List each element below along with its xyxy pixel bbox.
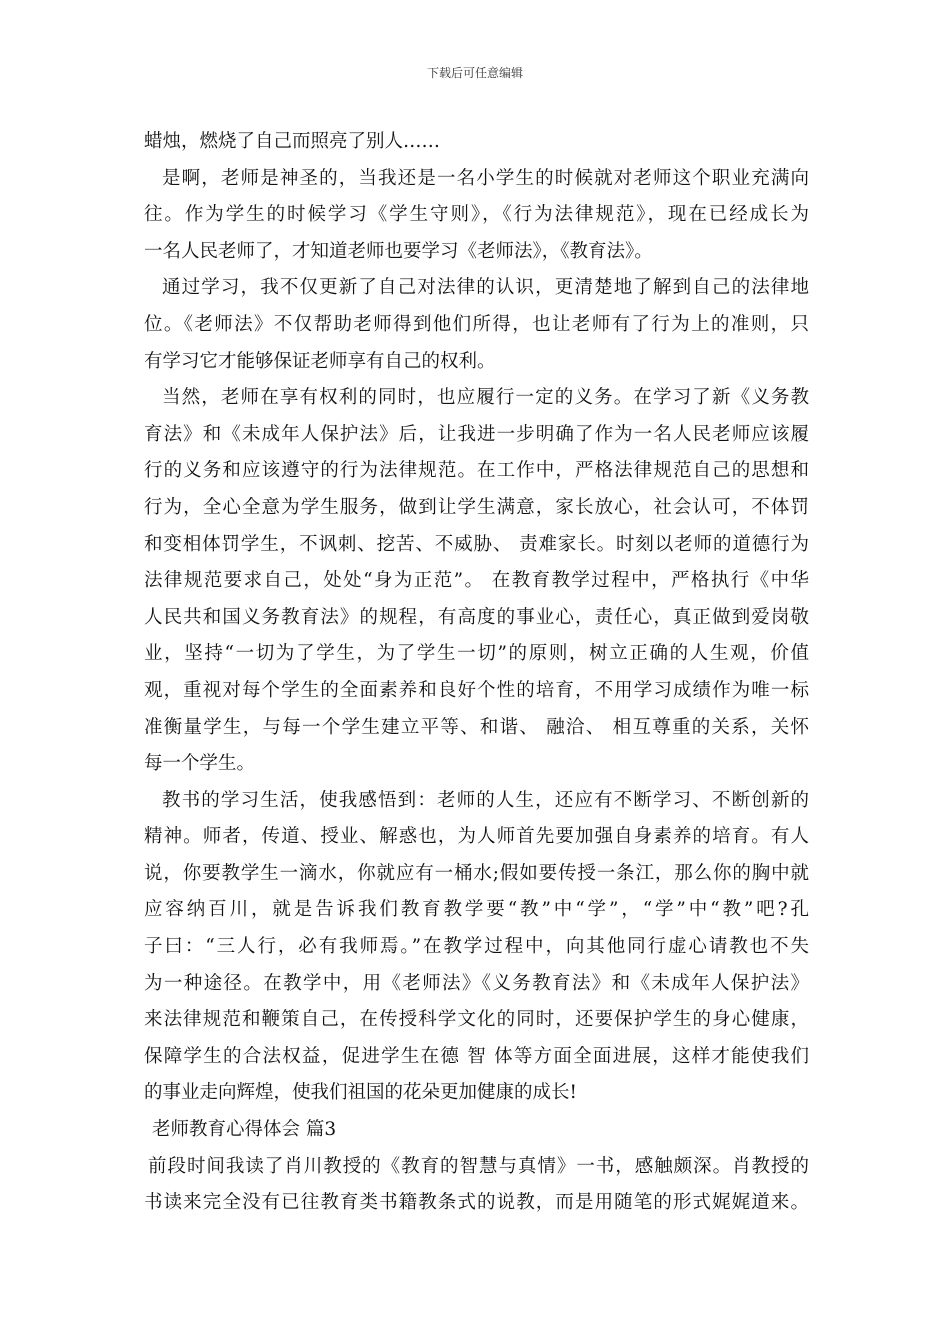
- text-line: 子曰：“三人行，必有我师焉。”在教学过程中，向其他同行虚心请教也不失: [144, 936, 809, 958]
- paragraph-start-line: 通过学习，我不仅更新了自己对法律的认识，更清楚地了解到自己的法律地: [162, 277, 809, 299]
- text-line: 观，重视对每个学生的全面素养和良好个性的培育，不用学习成绩作为唯一标: [144, 679, 809, 701]
- text-line: 有学习它才能够保证老师享有自己的权利。: [144, 350, 496, 372]
- text-line: 保障学生的合法权益，促进学生在德 智 体等方面全面进展，这样才能使我们: [144, 1045, 809, 1067]
- paragraph-start-line: 前段时间我读了肖川教授的《教育的智慧与真情》一书，感触颇深。肖教授的: [148, 1155, 809, 1177]
- text-line: 人民共和国义务教育法》的规程，有高度的事业心，责任心，真正做到爱岗敬: [144, 606, 809, 628]
- section-heading: 老师教育心得体会 篇3: [152, 1119, 337, 1141]
- text-line: 育法》和《未成年人保护法》后，让我进一步明确了作为一名人民老师应该履: [144, 423, 809, 445]
- text-line: 准衡量学生，与每一个学生建立平等、和谐、 融洽、 相互尊重的关系，关怀: [144, 716, 809, 738]
- text-line: 应容纳百川，就是告诉我们教育教学要“教”中“学”，“学”中“教”吧?孔: [144, 899, 809, 921]
- paragraph-start-line: 当然，老师在享有权利的同时，也应履行一定的义务。在学习了新《义务教: [162, 387, 809, 409]
- text-line: 往。作为学生的时候学习《学生守则》，《行为法律规范》，现在已经成长为: [144, 204, 809, 226]
- text-line: 蜡烛，燃烧了自己而照亮了别人……: [144, 131, 441, 152]
- text-line: 一名人民老师了，才知道老师也要学习《老师法》，《教育法》。: [144, 240, 653, 262]
- text-line: 业，坚持“一切为了学生，为了学生一切”的原则，树立正确的人生观，价值: [144, 643, 809, 665]
- text-line: 书读来完全没有已往教育类书籍教条式的说教，而是用随笔的形式娓娓道来。: [144, 1192, 809, 1214]
- paragraph-start-line: 教书的学习生活，使我感悟到：老师的人生，还应有不断学习、不断创新的: [162, 789, 809, 811]
- text-line: 法律规范要求自己，处处“身为正范”。 在教育教学过程中，严格执行《中华: [144, 570, 809, 592]
- page-header: 下载后可任意编辑: [426, 66, 523, 80]
- text-line: 为一种途径。在教学中，用《老师法》《义务教育法》和《未成年人保护法》: [144, 972, 809, 994]
- text-line: 行为，全心全意为学生服务，做到让学生满意，家长放心，社会认可，不体罚: [144, 496, 809, 518]
- text-line: 精神。师者，传道、授业、解惑也，为人师首先要加强自身素养的培育。有人: [144, 826, 809, 848]
- document-body: [144, 124, 809, 1222]
- text-line: 和变相体罚学生，不讽刺、挖苦、不威胁、 责难家长。时刻以老师的道德行为: [144, 533, 809, 555]
- text-line: 行的义务和应该遵守的行为法律规范。在工作中，严格法律规范自己的思想和: [144, 460, 809, 482]
- text-line: 的事业走向辉煌，使我们祖国的花朵更加健康的成长!: [144, 1082, 577, 1104]
- text-line: 来法律规范和鞭策自己，在传授科学文化的同时，还要保护学生的身心健康，: [144, 1009, 809, 1031]
- text-line: 位。《老师法》不仅帮助老师得到他们所得，也让老师有了行为上的准则，只: [144, 313, 809, 335]
- text-line: 每一个学生。: [144, 753, 256, 775]
- text-line: 说，你要教学生一滴水，你就应有一桶水;假如要传授一条江，那么你的胸中就: [144, 862, 809, 884]
- paragraph-start-line: 是啊，老师是神圣的，当我还是一名小学生的时候就对老师这个职业充满向: [162, 167, 809, 189]
